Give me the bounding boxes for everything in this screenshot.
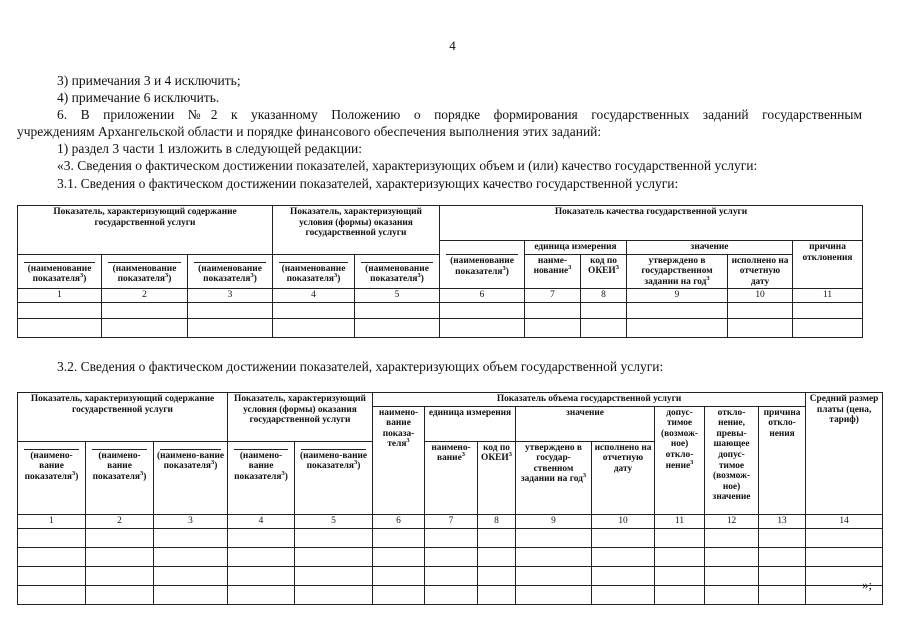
t2-col-number: 14 [806,514,883,528]
t1-subheader-name-4: (наименование показателя$^3$) [273,254,355,289]
t1-subheader-approved: утверждено в государственном задании на год$^3$ [627,254,728,289]
t1-col-number: 1 [18,289,102,303]
t2-col-number: 10 [592,514,655,528]
t2-subheader-okei: код по ОКЕИ$^3$ [478,441,516,514]
table-row [18,547,883,566]
t2-header-avg-fee: Средний размер платы (цена, тариф) [806,393,883,515]
t2-subheader-unit-name: наимено-вание$^3$ [425,441,478,514]
paragraph-item-6-line2: учреждениям Архангельской области и порядке финансового обеспечения выполнения этих заданий: [17,124,602,139]
t2-subheader-name-5: (наимено-вание показателя$^3$) [295,441,373,514]
t2-header-allowed: допус-тимое (возмож-ное) откло-нение$^3$ [655,406,705,514]
t1-col-number: 5 [355,289,440,303]
t1-subheader-okei: код по ОКЕИ$^3$ [581,254,627,289]
t2-header-content: Показатель, характеризующий содержание государственной услуги [18,393,228,442]
t2-col-number: 3 [154,514,228,528]
t1-header-unit: единица измерения [525,241,627,255]
section-3-2-title: 3.2. Сведения о фактическом достижении показателей, характеризующих объем государственной услуги: [57,359,664,374]
t1-col-number: 11 [793,289,863,303]
t2-subheader-executed: исполнено на отчетную дату [592,441,655,514]
t1-col-number: 7 [525,289,581,303]
t2-col-number: 2 [86,514,154,528]
t2-col-number: 8 [478,514,516,528]
page-number: 4 [449,38,456,53]
t2-header-reason: причина откло-нения [759,406,806,514]
paragraph-item-3: 3) примечания 3 и 4 исключить; [57,73,241,88]
t2-col-number: 13 [759,514,806,528]
t2-header-conditions: Показатель, характеризующий условия (формы) оказания государственной услуги [228,393,373,442]
t1-subheader-unit-name: наиме-нование$^3$ [525,254,581,289]
t2-subheader-approved: утверждено в государ-ственном задании на год$^3$ [516,441,592,514]
t1-header-value: значение [627,241,793,255]
t2-header-unit: единица измерения [425,406,516,441]
paragraph-item-6-line1: 6. В приложении №2 к указанному Положению о порядке формирования государственных заданий государственным [57,107,862,122]
t2-col-number: 6 [373,514,425,528]
t1-col-number: 10 [728,289,793,303]
t2-header-volume: Показатель объема государственной услуги [373,393,806,407]
t1-col-number: 8 [581,289,627,303]
table-row [18,585,883,604]
section-3-1-title: 3.1. Сведения о фактическом достижении показателей, характеризующих качество государственной услуги: [57,176,679,191]
t2-col-number: 12 [705,514,759,528]
t1-subheader-name-5: (наименование показателя$^3$) [355,254,440,289]
t1-col-number: 6 [440,289,525,303]
paragraph-item-4: 4) примечание 6 исключить. [57,90,220,105]
t1-header-quality: Показатель качества государственной услуги [440,206,863,241]
t1-col-number: 9 [627,289,728,303]
t1-col-number: 4 [273,289,355,303]
t1-header-conditions: Показатель, характеризующий условия (формы) оказания государственной услуги [273,206,440,255]
t2-header-indicator-name: наимено-вание показа-теля$^3$ [373,406,425,514]
t2-subheader-name-4: (наимено-вание показателя$^3$) [228,441,295,514]
t2-subheader-name-3: (наимено-вание показателя$^3$) [154,441,228,514]
t1-subheader-name-3: (наименование показателя$^3$) [188,254,273,289]
t2-col-number: 5 [295,514,373,528]
t2-subheader-name-1: (наимено-вание показателя$^3$) [18,441,86,514]
paragraph-subitem-1: 1) раздел 3 части 1 изложить в следующей редакции: [57,141,363,156]
table-row [18,528,883,547]
t2-col-number: 11 [655,514,705,528]
t1-header-content: Показатель, характеризующий содержание государственной услуги [18,206,273,255]
t1-header-indicator: (наименование показателя$^3$) [440,241,525,289]
table-row [18,303,863,319]
t2-col-number: 9 [516,514,592,528]
t1-header-reason: причина отклонения [793,241,863,289]
t1-subheader-executed: исполнено на отчетную дату [728,254,793,289]
t2-subheader-name-2: (наимено-вание показателя$^3$) [86,441,154,514]
t2-header-excess: откло-нение, превы-шающее допус-тимое (возмож-ное) значение [705,406,759,514]
t2-col-number: 4 [228,514,295,528]
t2-col-number: 7 [425,514,478,528]
t2-header-value: значение [516,406,655,441]
t1-subheader-name-2: (наименование показателя$^3$) [102,254,188,289]
table-row [18,566,883,585]
quote-end-mark: »; [862,577,873,592]
t2-col-number: 1 [18,514,86,528]
table-row [18,319,863,338]
section-3-title: «3. Сведения о фактическом достижении показателей, характеризующих объем и (или) качество государственной услуги: [57,158,758,173]
volume-indicators-table [17,392,883,605]
t1-col-number: 2 [102,289,188,303]
quality-indicators-table [17,205,863,338]
t1-col-number: 3 [188,289,273,303]
t1-subheader-name-1: (наименование показателя$^3$) [18,254,102,289]
